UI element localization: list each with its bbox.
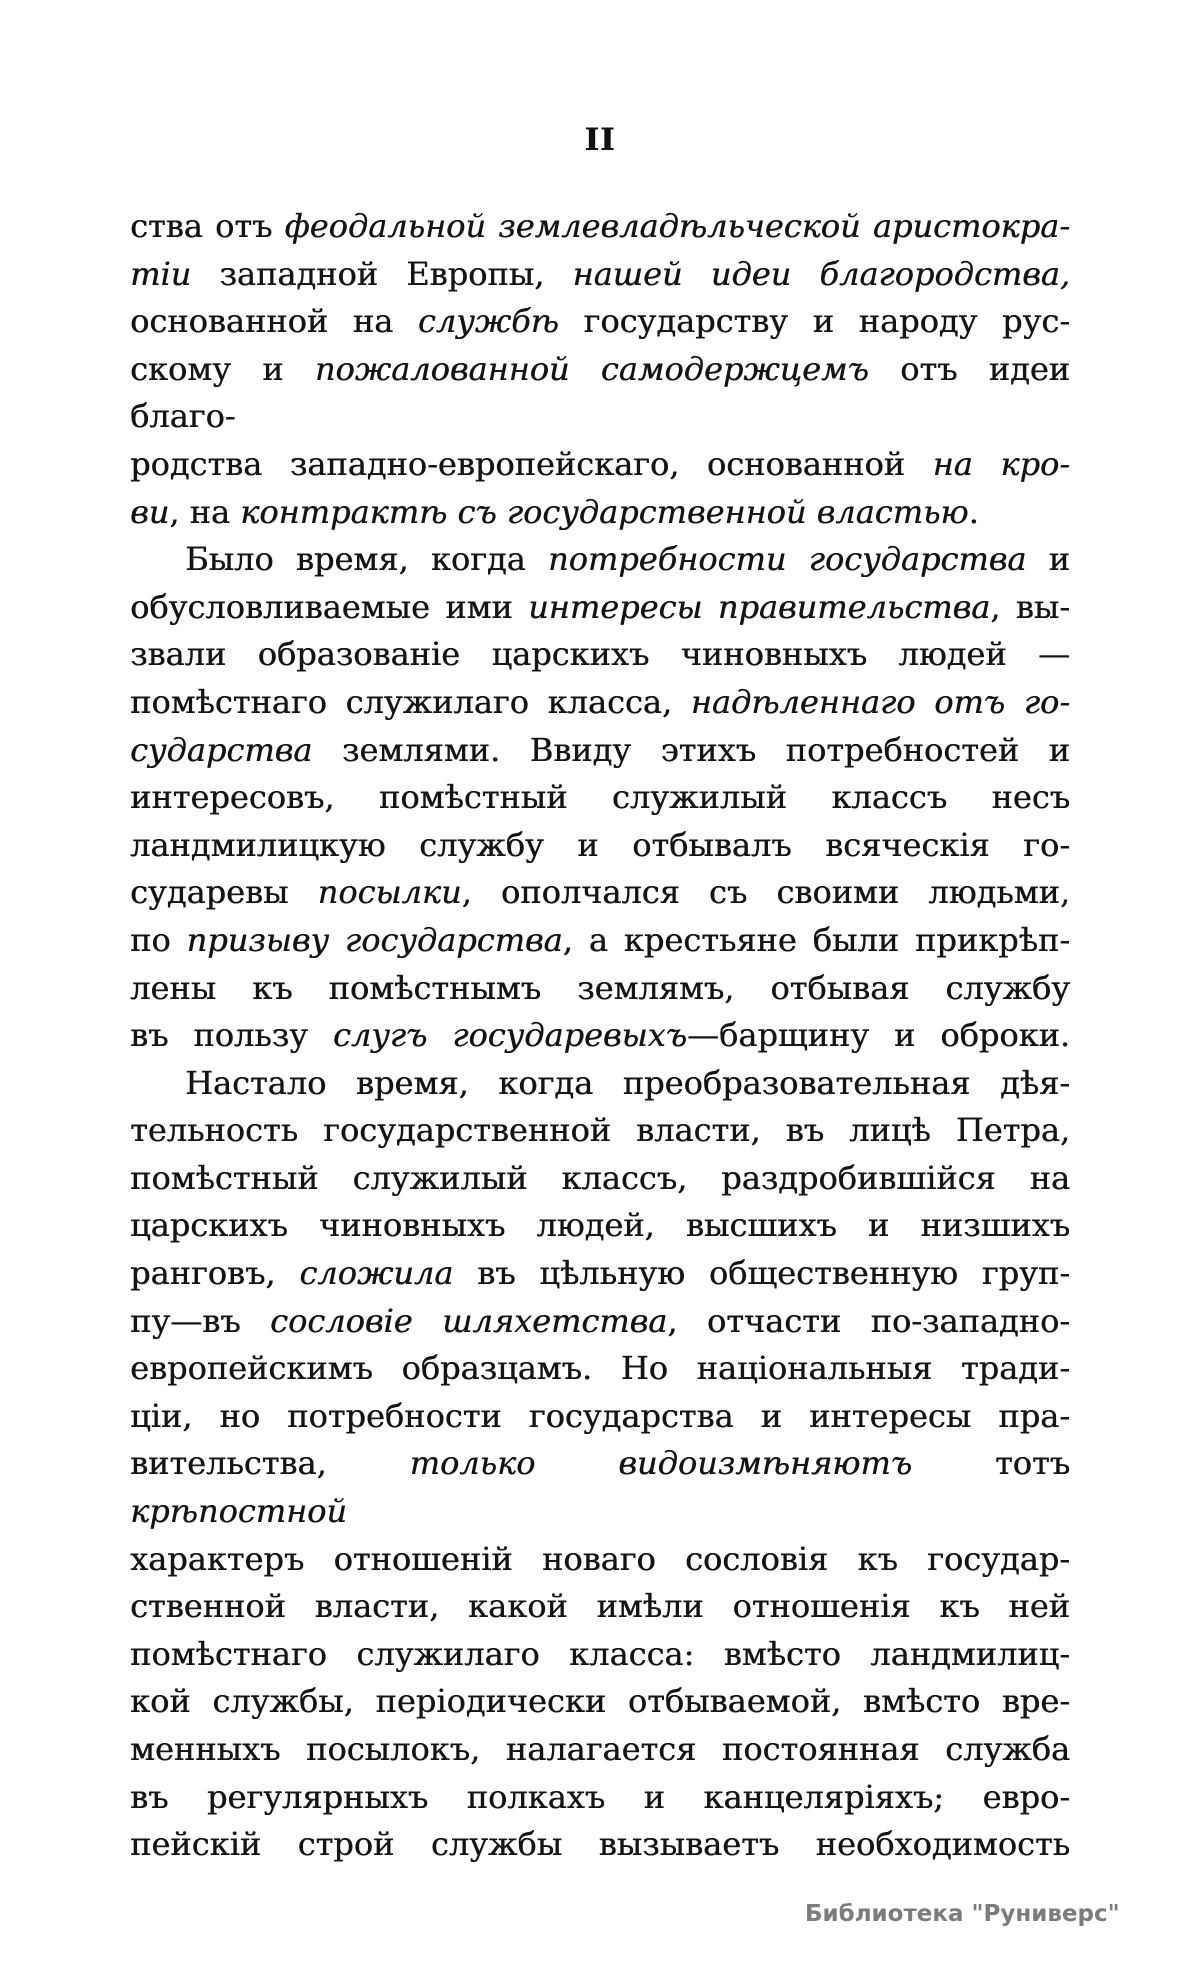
text-line	[130, 965, 1070, 1013]
text-line	[130, 822, 1070, 870]
text-segment: вительства,	[130, 1444, 410, 1483]
text-segment-italic: на кро-	[932, 444, 1071, 483]
text-segment-italic: только видоизмѣняютъ	[409, 1444, 913, 1483]
text-line	[130, 251, 1070, 299]
text-segment: менныхъ посылокъ, налагается постоянная служба	[130, 1730, 1070, 1768]
text-segment-italic: крѣпостной	[130, 1492, 347, 1531]
text-segment: ціи, но потребности государства и интересы пра-	[130, 1396, 1070, 1435]
text-line	[130, 536, 1070, 584]
text-segment-italic: нашей идеи благородства,	[572, 254, 1071, 293]
text-segment: скому и	[130, 349, 315, 388]
text-segment: , ополчался съ своими людьми,	[461, 873, 1071, 912]
text-segment: интересовъ, помѣстный служилый классъ несъ	[130, 778, 1070, 817]
text-line	[130, 1202, 1070, 1250]
text-line	[130, 489, 1070, 537]
text-segment: помѣстный служилый классъ, раздробившійся на	[130, 1158, 1070, 1197]
text-segment-italic: призыву государства	[186, 920, 563, 959]
text-segment: отъ идеи благо-	[130, 349, 1071, 436]
text-segment-italic: сложила	[299, 1254, 454, 1293]
text-segment: ранговъ,	[130, 1254, 300, 1293]
text-segment: европейскимъ образцамъ. Но національныя тради-	[130, 1349, 1070, 1388]
text-segment: , а крестьяне были прикрѣп-	[562, 920, 1071, 959]
text-line	[130, 441, 1070, 489]
text-segment-italic: тіи	[130, 254, 192, 293]
text-segment: помѣстнаго служилаго класса,	[130, 682, 691, 721]
page-number: II	[584, 122, 616, 158]
text-line	[130, 1536, 1070, 1584]
text-segment: пейскій строй службы вызываетъ необходимость	[130, 1825, 1070, 1864]
text-segment: западной Европы,	[191, 254, 573, 293]
text-line	[130, 774, 1070, 822]
text-line	[130, 679, 1070, 727]
text-segment: звали образованіе царскихъ чиновныхъ людей —	[130, 635, 1070, 674]
text-segment-italic: сословіе шляхетства	[270, 1301, 668, 1340]
text-line	[130, 1393, 1070, 1441]
text-segment: Настало время, когда преобразовательная дѣя-	[185, 1063, 1070, 1102]
text-segment: родства западно-европейскаго, основанной	[130, 444, 933, 483]
text-segment: ландмилицкую службу и отбывалъ всяческія го-	[130, 825, 1070, 864]
text-segment: —барщину и оброки.	[686, 1016, 1071, 1055]
text-line	[130, 1583, 1070, 1631]
text-segment: основанной на	[130, 302, 418, 341]
text-line	[130, 1821, 1070, 1869]
text-segment: въ цѣльную общественную груп-	[453, 1254, 1071, 1293]
text-line	[130, 1631, 1070, 1679]
text-segment-italic: сударства	[130, 730, 313, 769]
text-line	[130, 1345, 1070, 1393]
text-segment: по	[130, 920, 187, 959]
text-line	[130, 1726, 1070, 1774]
text-line	[130, 917, 1070, 965]
text-line	[130, 346, 1070, 441]
text-line	[130, 1440, 1070, 1535]
text-segment-italic: слугъ государевыхъ	[332, 1016, 687, 1055]
text-segment: сударевы	[130, 873, 318, 912]
text-segment: , отчасти по-западно-	[667, 1301, 1071, 1340]
library-watermark: Библиотека "Руниверс"	[805, 1901, 1120, 1927]
text-segment: тельность государственной власти, въ лицѣ Петра,	[130, 1111, 1070, 1150]
text-segment-italic: ви	[130, 492, 170, 531]
text-segment: лены къ помѣстнымъ землямъ, отбывая службу	[130, 968, 1070, 1007]
text-segment: помѣстнаго служилаго класса: вмѣсто ландмилиц-	[130, 1634, 1070, 1673]
text-line	[130, 203, 1070, 251]
text-segment: кой службы, періодически отбываемой, вмѣсто вре-	[130, 1682, 1070, 1721]
text-line	[130, 869, 1070, 917]
text-line	[130, 1155, 1070, 1203]
text-segment: царскихъ чиновныхъ людей, высшихъ и низшихъ	[130, 1206, 1070, 1245]
text-line	[130, 1060, 1070, 1108]
text-line	[130, 298, 1070, 346]
text-line	[130, 1298, 1070, 1346]
text-line	[130, 631, 1070, 679]
text-segment: землями. Ввиду этихъ потребностей и	[312, 730, 1070, 769]
text-segment: въ регулярныхъ полкахъ и канцеляріяхъ; евро-	[130, 1777, 1070, 1816]
text-segment: , на	[169, 492, 241, 531]
text-line	[130, 727, 1070, 775]
text-segment-italic: надѣленнаго отъ го-	[690, 682, 1071, 721]
text-segment: .	[968, 492, 979, 531]
text-line	[130, 1250, 1070, 1298]
page-text	[130, 203, 1070, 1869]
text-segment-italic: интересы правительства	[528, 587, 991, 626]
text-segment-italic: потребности государства	[547, 540, 1027, 579]
text-segment: ства отъ	[130, 207, 285, 245]
text-segment: ственной власти, какой имѣли отношенія къ ней	[130, 1587, 1070, 1626]
text-segment: характеръ отношеній новаго сословія къ государ-	[130, 1539, 1070, 1578]
text-segment: въ пользу	[130, 1016, 333, 1055]
text-segment-italic: феодальной землевладѣльческой аристокра-	[284, 207, 1070, 245]
text-line	[130, 584, 1070, 632]
text-segment: государству и народу рус-	[558, 302, 1070, 341]
text-segment: обусловливаемые ими	[130, 587, 529, 626]
text-line	[130, 1012, 1070, 1060]
text-segment-italic: службѣ	[417, 302, 559, 341]
text-line	[130, 1678, 1070, 1726]
text-segment: тотъ	[912, 1444, 1071, 1483]
text-segment-italic: контрактѣ съ государственной властью	[240, 492, 969, 531]
text-segment: Было время, когда	[185, 540, 548, 579]
text-line	[130, 1774, 1070, 1822]
text-segment: и	[1026, 540, 1071, 579]
text-segment-italic: пожалованной самодержцемъ	[314, 349, 869, 388]
text-line	[130, 1107, 1070, 1155]
text-segment-italic: посылки	[317, 873, 462, 912]
text-segment: пу—въ	[130, 1301, 271, 1340]
text-segment: , вы-	[990, 587, 1071, 626]
